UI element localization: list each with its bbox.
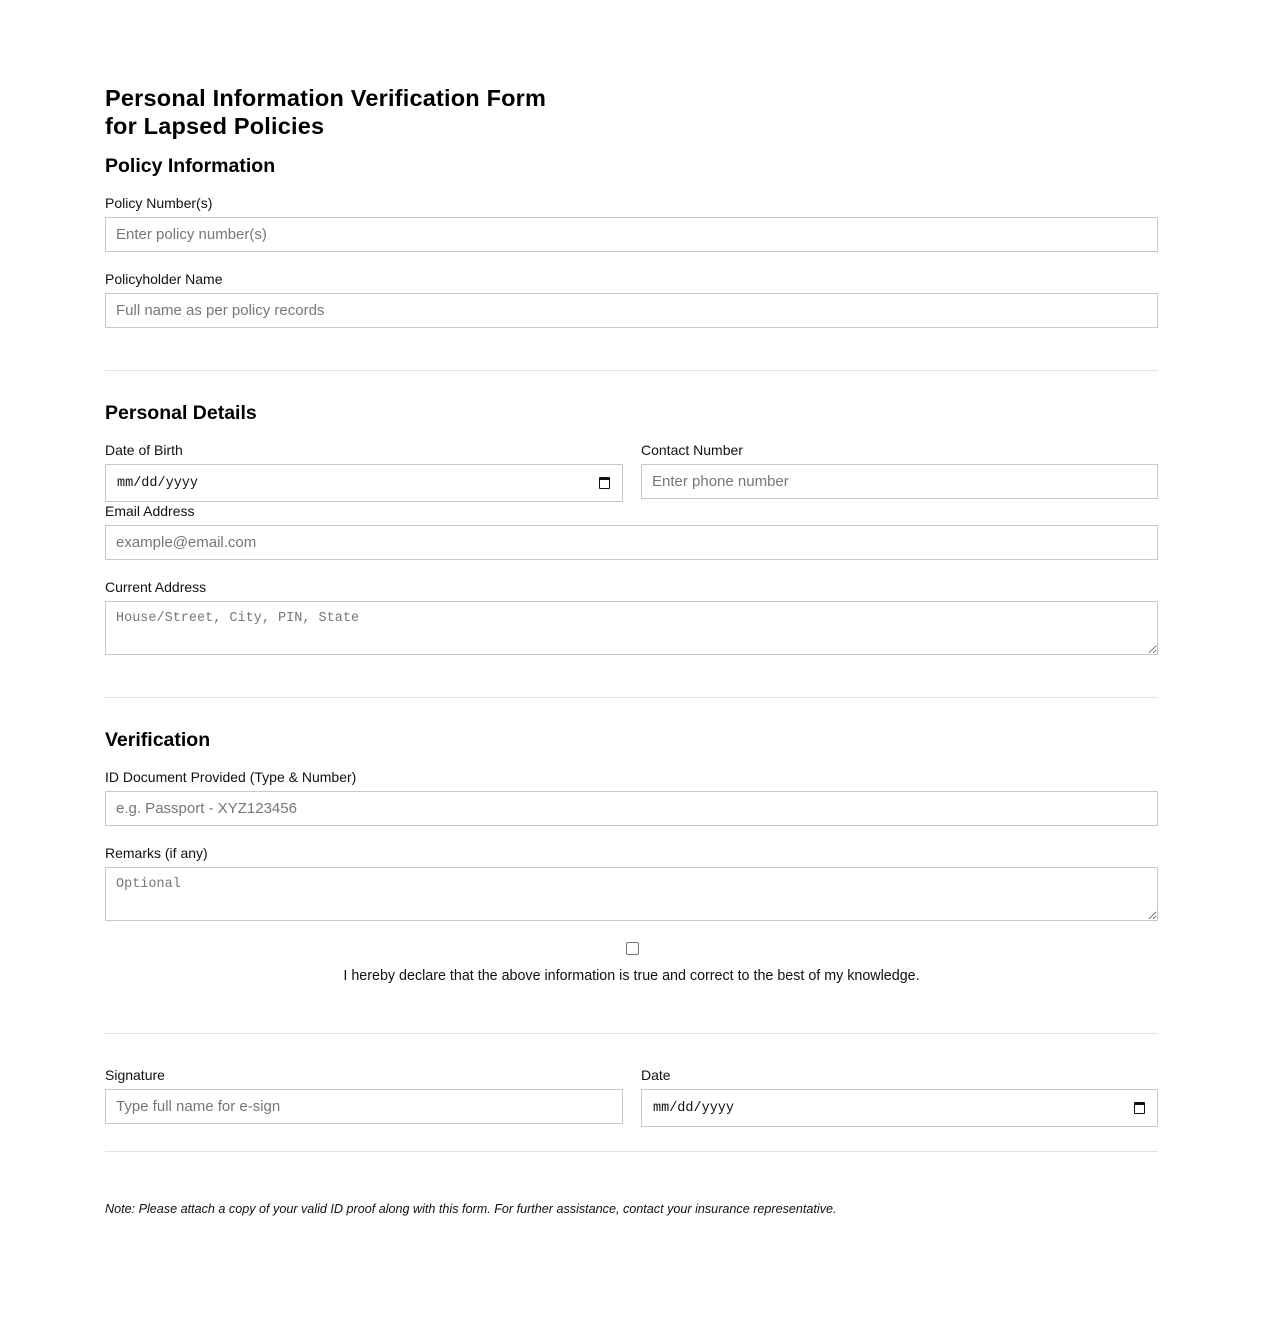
date-of-birth-label: Date of Birth bbox=[105, 442, 183, 458]
policyholder-name-label: Policyholder Name bbox=[105, 271, 223, 287]
section-heading-verification: Verification bbox=[105, 729, 211, 751]
id-document-input[interactable] bbox=[105, 791, 1158, 826]
declaration-text: I hereby declare that the above information is true and correct to the best of my knowledge. bbox=[343, 968, 920, 984]
date-of-birth-input[interactable] bbox=[105, 464, 623, 502]
signature-label: Signature bbox=[105, 1067, 165, 1083]
remarks-textarea[interactable] bbox=[105, 867, 1158, 921]
section-divider bbox=[105, 370, 1158, 371]
date-input[interactable] bbox=[641, 1089, 1158, 1127]
remarks-label: Remarks (if any) bbox=[105, 845, 208, 861]
form-title bbox=[105, 84, 546, 140]
policy-number-input[interactable] bbox=[105, 217, 1158, 252]
form-title-line-2: for Lapsed Policies bbox=[105, 113, 325, 139]
footer-note: Note: Please attach a copy of your valid ID proof along with this form. For further assistance, contact your insurance representative. bbox=[105, 1202, 837, 1216]
section-divider bbox=[105, 697, 1158, 698]
signature-input[interactable] bbox=[105, 1089, 623, 1124]
current-address-label: Current Address bbox=[105, 579, 207, 595]
calendar-icon[interactable] bbox=[1134, 1102, 1145, 1114]
section-heading-policy-information: Policy Information bbox=[105, 155, 276, 177]
calendar-icon[interactable] bbox=[599, 477, 610, 489]
policy-number-label: Policy Number(s) bbox=[105, 195, 213, 211]
contact-number-input[interactable] bbox=[641, 464, 1158, 499]
email-address-input[interactable] bbox=[105, 525, 1158, 560]
declaration-checkbox[interactable] bbox=[626, 942, 639, 955]
date-of-birth-value: mm/dd/yyyy bbox=[117, 475, 199, 491]
id-document-label: ID Document Provided (Type & Number) bbox=[105, 769, 357, 785]
policyholder-name-input[interactable] bbox=[105, 293, 1158, 328]
email-address-label: Email Address bbox=[105, 503, 195, 519]
section-heading-personal-details: Personal Details bbox=[105, 402, 257, 424]
contact-number-label: Contact Number bbox=[641, 442, 743, 458]
date-label: Date bbox=[641, 1067, 671, 1083]
current-address-textarea[interactable] bbox=[105, 601, 1158, 655]
section-divider bbox=[105, 1151, 1158, 1152]
section-divider bbox=[105, 1033, 1158, 1034]
form-title-line-1: Personal Information Verification Form bbox=[105, 85, 547, 111]
date-value: mm/dd/yyyy bbox=[653, 1100, 735, 1116]
